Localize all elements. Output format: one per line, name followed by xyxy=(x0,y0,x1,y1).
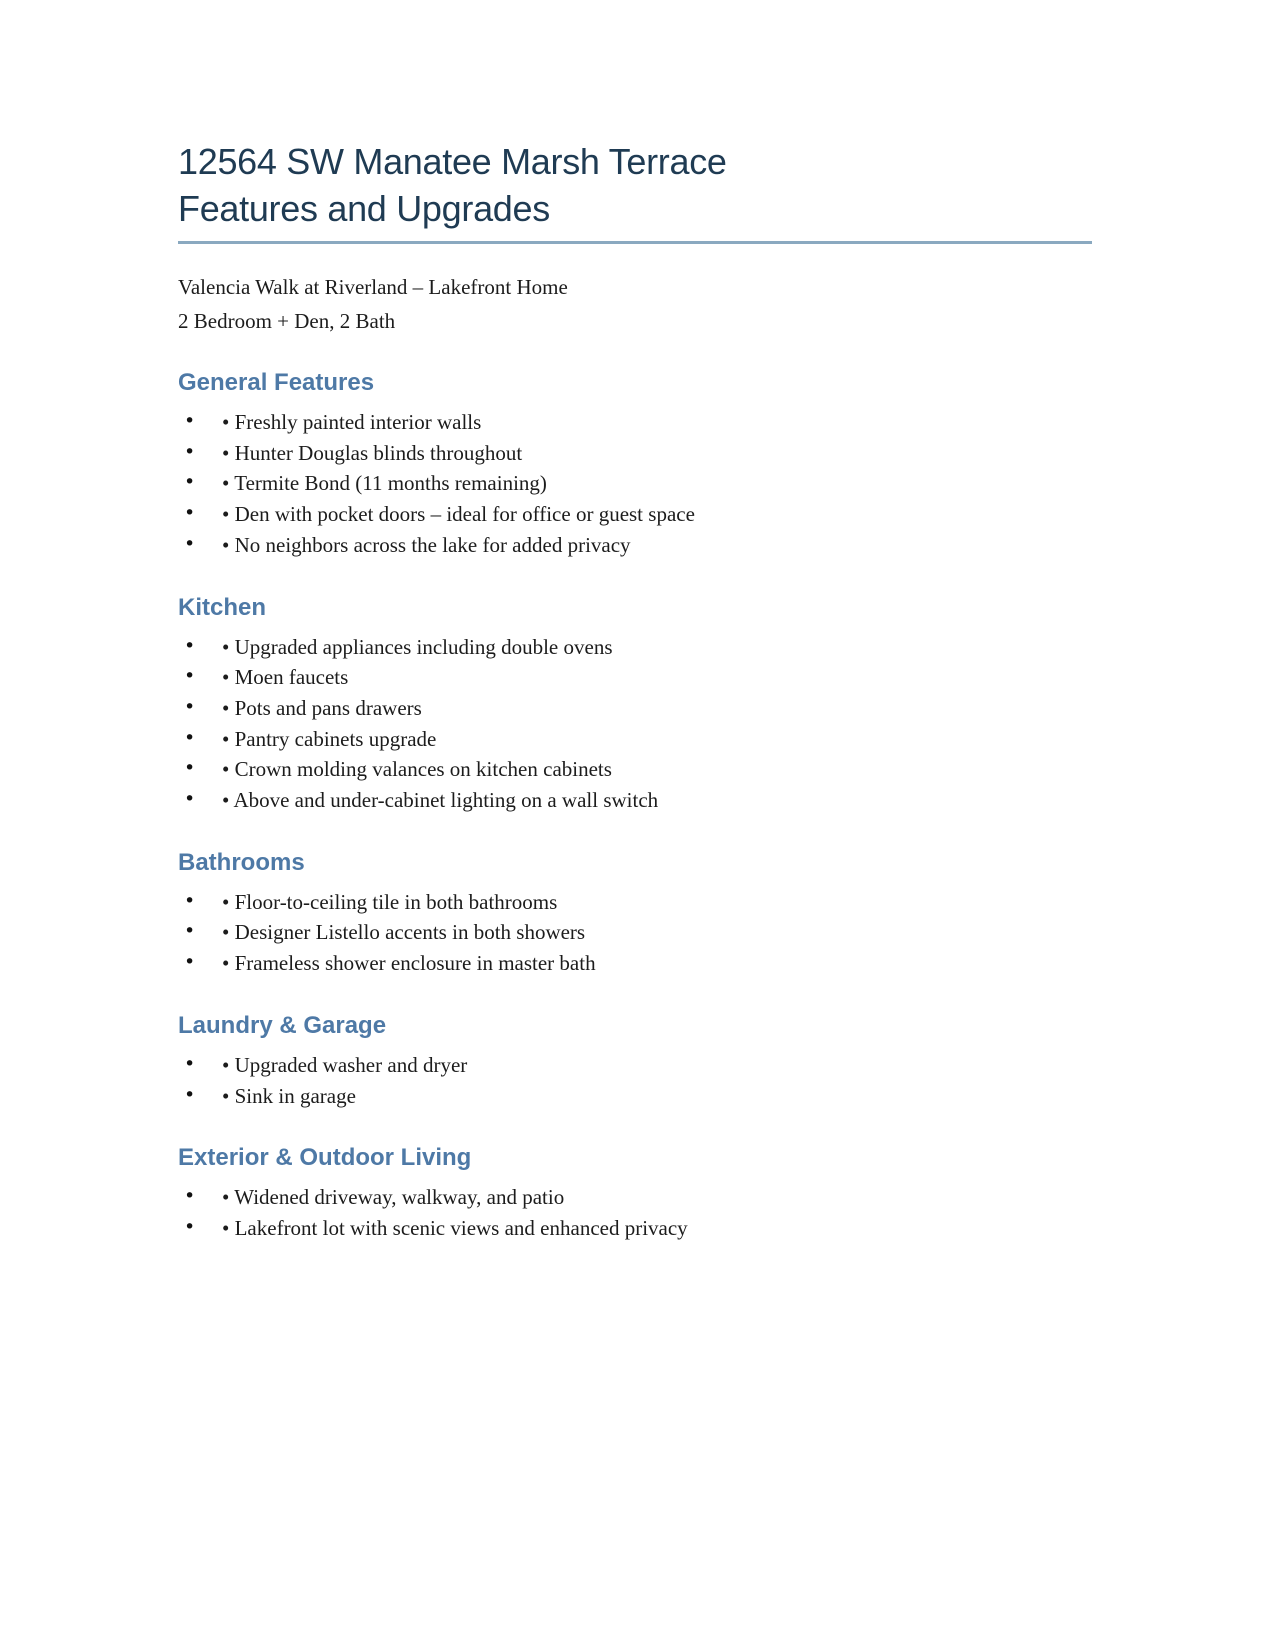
list-item-text: • Moen faucets xyxy=(222,665,349,690)
list-item xyxy=(178,1182,1092,1213)
subtitle-line-2: 2 Bedroom + Den, 2 Bath xyxy=(178,309,396,333)
sections-container xyxy=(178,368,1092,1244)
list-item-text: • Upgraded appliances including double ovens xyxy=(222,634,613,659)
list-item xyxy=(178,407,1092,438)
list-item-text: • Upgraded washer and dryer xyxy=(222,1052,468,1077)
list-item xyxy=(178,785,1092,816)
section-heading: Kitchen xyxy=(178,593,267,621)
feature-list xyxy=(178,407,1092,561)
bullet-marker: • xyxy=(184,788,196,811)
bullet-marker: • xyxy=(184,665,196,688)
feature-section xyxy=(178,368,1092,561)
section-heading: Bathrooms xyxy=(178,848,305,876)
document-title xyxy=(178,138,1092,244)
list-item-text: • Pots and pans drawers xyxy=(222,695,422,720)
feature-list xyxy=(178,1050,1092,1111)
bullet-marker: • xyxy=(184,410,196,432)
bullet-marker: • xyxy=(184,1185,196,1208)
bullet-marker: • xyxy=(184,1215,196,1238)
bullet-marker: • xyxy=(184,695,196,718)
subtitle-block xyxy=(178,272,1092,336)
section-heading: Exterior & Outdoor Living xyxy=(178,1144,472,1172)
feature-section xyxy=(178,848,1092,979)
list-item xyxy=(178,499,1092,530)
bullet-marker: • xyxy=(184,889,196,912)
section-heading: Laundry & Garage xyxy=(178,1011,387,1039)
list-item-text: • Hunter Douglas blinds throughout xyxy=(222,440,523,465)
list-item xyxy=(178,632,1092,663)
list-item-text: • Den with pocket doors – ideal for office or guest space xyxy=(222,502,695,527)
list-item-text: • Widened driveway, walkway, and patio xyxy=(222,1185,565,1210)
list-item-text: • Crown molding valances on kitchen cabinets xyxy=(222,757,612,782)
feature-section xyxy=(178,593,1092,816)
list-item xyxy=(178,438,1092,469)
feature-list xyxy=(178,887,1092,979)
bullet-marker: • xyxy=(184,951,196,974)
bullet-marker: • xyxy=(184,757,196,780)
list-item xyxy=(178,948,1092,979)
list-item xyxy=(178,1213,1092,1244)
list-item xyxy=(178,693,1092,724)
list-item-text: • Pantry cabinets upgrade xyxy=(222,726,437,751)
list-item-text: • Frameless shower enclosure in master bath xyxy=(222,951,596,976)
section-heading: General Features xyxy=(178,369,375,396)
list-item xyxy=(178,662,1092,693)
list-item xyxy=(178,530,1092,561)
list-item xyxy=(178,1050,1092,1081)
bullet-marker: • xyxy=(184,440,196,463)
feature-list xyxy=(178,1182,1092,1243)
bullet-marker: • xyxy=(184,532,196,555)
list-item-text: • No neighbors across the lake for added privacy xyxy=(222,532,631,557)
list-item-text: • Above and under-cabinet lighting on a wall switch xyxy=(222,788,659,813)
list-item-text: • Termite Bond (11 months remaining) xyxy=(222,471,547,496)
bullet-marker: • xyxy=(184,920,196,943)
list-item-text: • Sink in garage xyxy=(222,1083,356,1108)
subtitle-line-1: Valencia Walk at Riverland – Lakefront Home xyxy=(178,275,568,299)
list-item xyxy=(178,917,1092,948)
bullet-marker: • xyxy=(184,726,196,749)
feature-list xyxy=(178,632,1092,816)
title-line-2: Features and Upgrades xyxy=(178,188,550,229)
bullet-marker: • xyxy=(184,1083,196,1106)
list-item-text: • Designer Listello accents in both showers xyxy=(222,920,586,945)
bullet-marker: • xyxy=(184,1052,196,1075)
list-item xyxy=(178,1081,1092,1112)
list-item xyxy=(178,724,1092,755)
list-item-text: • Lakefront lot with scenic views and enhanced privacy xyxy=(222,1215,688,1240)
feature-section xyxy=(178,1011,1092,1111)
list-item xyxy=(178,887,1092,918)
list-item-text: • Freshly painted interior walls xyxy=(222,410,482,434)
title-line-1: 12564 SW Manatee Marsh Terrace xyxy=(178,141,727,182)
list-item xyxy=(178,468,1092,499)
feature-section xyxy=(178,1143,1092,1243)
list-item xyxy=(178,754,1092,785)
bullet-marker: • xyxy=(184,471,196,494)
bullet-marker: • xyxy=(184,634,196,657)
bullet-marker: • xyxy=(184,502,196,525)
list-item-text: • Floor-to-ceiling tile in both bathrooms xyxy=(222,889,558,914)
